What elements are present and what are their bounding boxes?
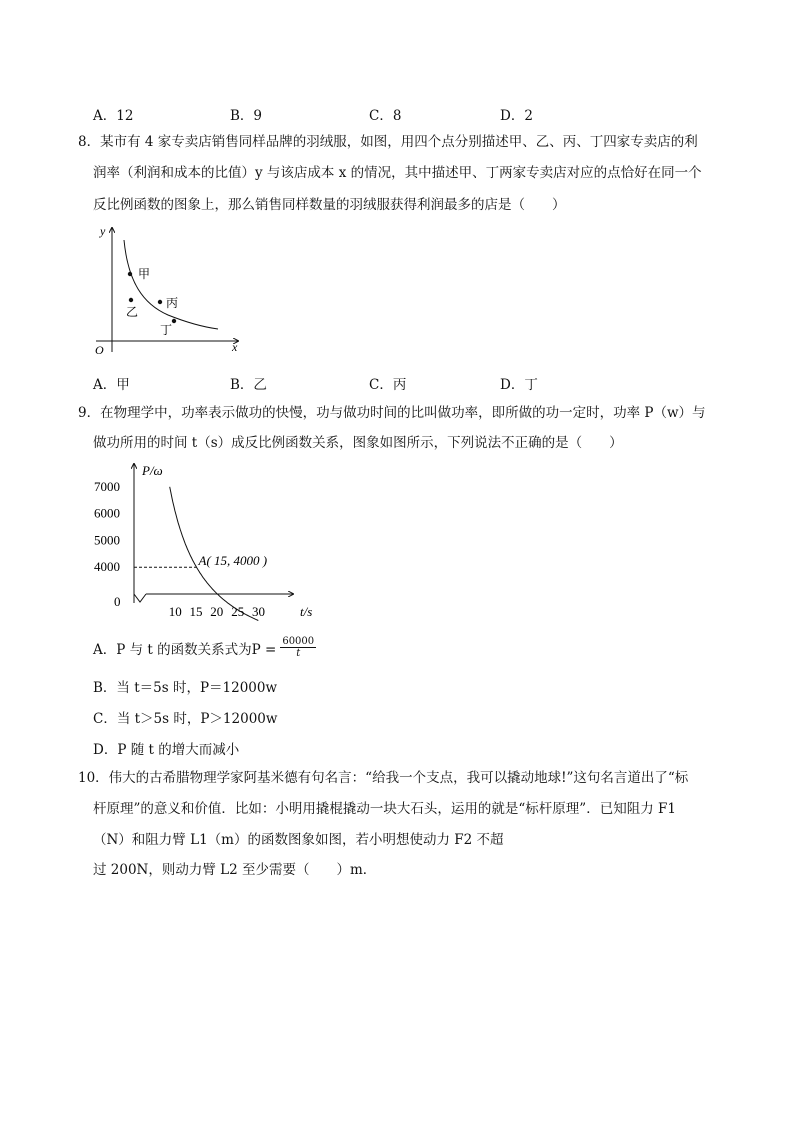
q8-inverse-graph <box>88 222 258 362</box>
q9-option-b: B．当 t＝5s 时，P＝12000w <box>93 680 278 696</box>
q8-option-b: B．乙 <box>230 377 267 393</box>
fraction-denominator: t <box>296 648 301 659</box>
q9-option-a <box>93 636 316 659</box>
q7-option-b: B．9 <box>230 108 263 124</box>
q8-curve <box>124 240 218 329</box>
q9-y-label: P/ω <box>142 463 163 478</box>
q8-x-label: x <box>232 340 238 354</box>
q9-option-a-fraction <box>280 636 316 659</box>
label-yi: 乙 <box>126 305 139 319</box>
point-yi <box>129 298 133 302</box>
q9-x-label: t/s <box>300 604 313 619</box>
q9-line-2: 做功所用的时间 t（s）成反比例函数关系，图象如图所示，下列说法不正确的是（ ） <box>93 435 623 451</box>
q9-axis-break <box>134 594 146 602</box>
x-tick-30: 30 <box>252 604 265 619</box>
y-tick-7000: 7000 <box>94 478 120 494</box>
point-a-label: A( 15, 4000 ) <box>198 553 268 569</box>
q8-origin-label: O <box>95 343 104 357</box>
q10-line-3: （N）和阻力臂 L1（m）的函数图象如图，若小明想使动力 F2 不超 <box>93 832 504 848</box>
q8-y-label: y <box>100 224 106 238</box>
q9-option-a-text: P 与 t 的函数关系式为P = <box>116 641 277 658</box>
power-time-chart <box>88 458 338 628</box>
q8-line-2: 润率（利润和成本的比值）y 与该店成本 x 的情况，其中描述甲、丁两家专卖店对应的点恰好在同一个 <box>93 165 702 181</box>
q8-line-1: 8．某市有 4 家专卖店销售同样品牌的羽绒服，如图，用四个点分别描述甲、乙、丙、丁四家专卖店的利 <box>78 134 698 150</box>
x-tick-20: 20 <box>210 604 224 619</box>
q9-origin-tick: 0 <box>114 594 121 609</box>
point-jia <box>128 272 132 276</box>
point-ding <box>172 319 176 323</box>
label-bing: 丙 <box>166 296 179 310</box>
q7-option-c: C．8 <box>369 108 402 124</box>
q10-line-4: 过 200N，则动力臂 L2 至少需要（ ）m． <box>93 862 377 878</box>
x-tick-15: 15 <box>189 604 203 619</box>
q8-option-c: C．丙 <box>369 377 407 393</box>
q9-option-a-prefix: A． <box>93 641 117 658</box>
q8-option-a: A．甲 <box>93 377 130 393</box>
fraction-numerator: 60000 <box>282 636 315 647</box>
q9-line-1: 9．在物理学中，功率表示做功的快慢，功与做功时间的比叫做功率，即所做的功一定时，功率 P（w）与 <box>78 405 706 421</box>
y-tick-4000: 4000 <box>94 559 120 575</box>
q10-line-1: 10．伟大的古希腊物理学家阿基米德有句名言：“给我一个支点，我可以撬动地球!”这句名言道出了“标 <box>78 770 689 786</box>
q8-line-3: 反比例函数的图象上，那么销售同样数量的羽绒服获得利润最多的店是（ ） <box>93 197 566 213</box>
label-jia: 甲 <box>138 267 151 281</box>
q9-option-c: C．当 t＞5s 时，P＞12000w <box>93 711 278 727</box>
x-tick-25: 25 <box>231 604 245 619</box>
point-bing <box>158 300 162 304</box>
q10-line-2: 杆原理”的意义和价值．比如：小明用撬棍撬动一块大石头，运用的就是“标杆原理”．已知阻力 F1 <box>93 801 676 817</box>
label-ding: 丁 <box>160 323 173 337</box>
q9-option-d: D．P 随 t 的增大而减小 <box>93 742 240 758</box>
q8-option-d: D．丁 <box>500 377 538 393</box>
q7-option-d: D．2 <box>500 108 533 124</box>
y-tick-5000: 5000 <box>94 532 120 548</box>
y-tick-6000: 6000 <box>94 505 120 521</box>
x-tick-10: 10 <box>168 604 182 619</box>
q7-option-a: A．12 <box>93 108 134 124</box>
